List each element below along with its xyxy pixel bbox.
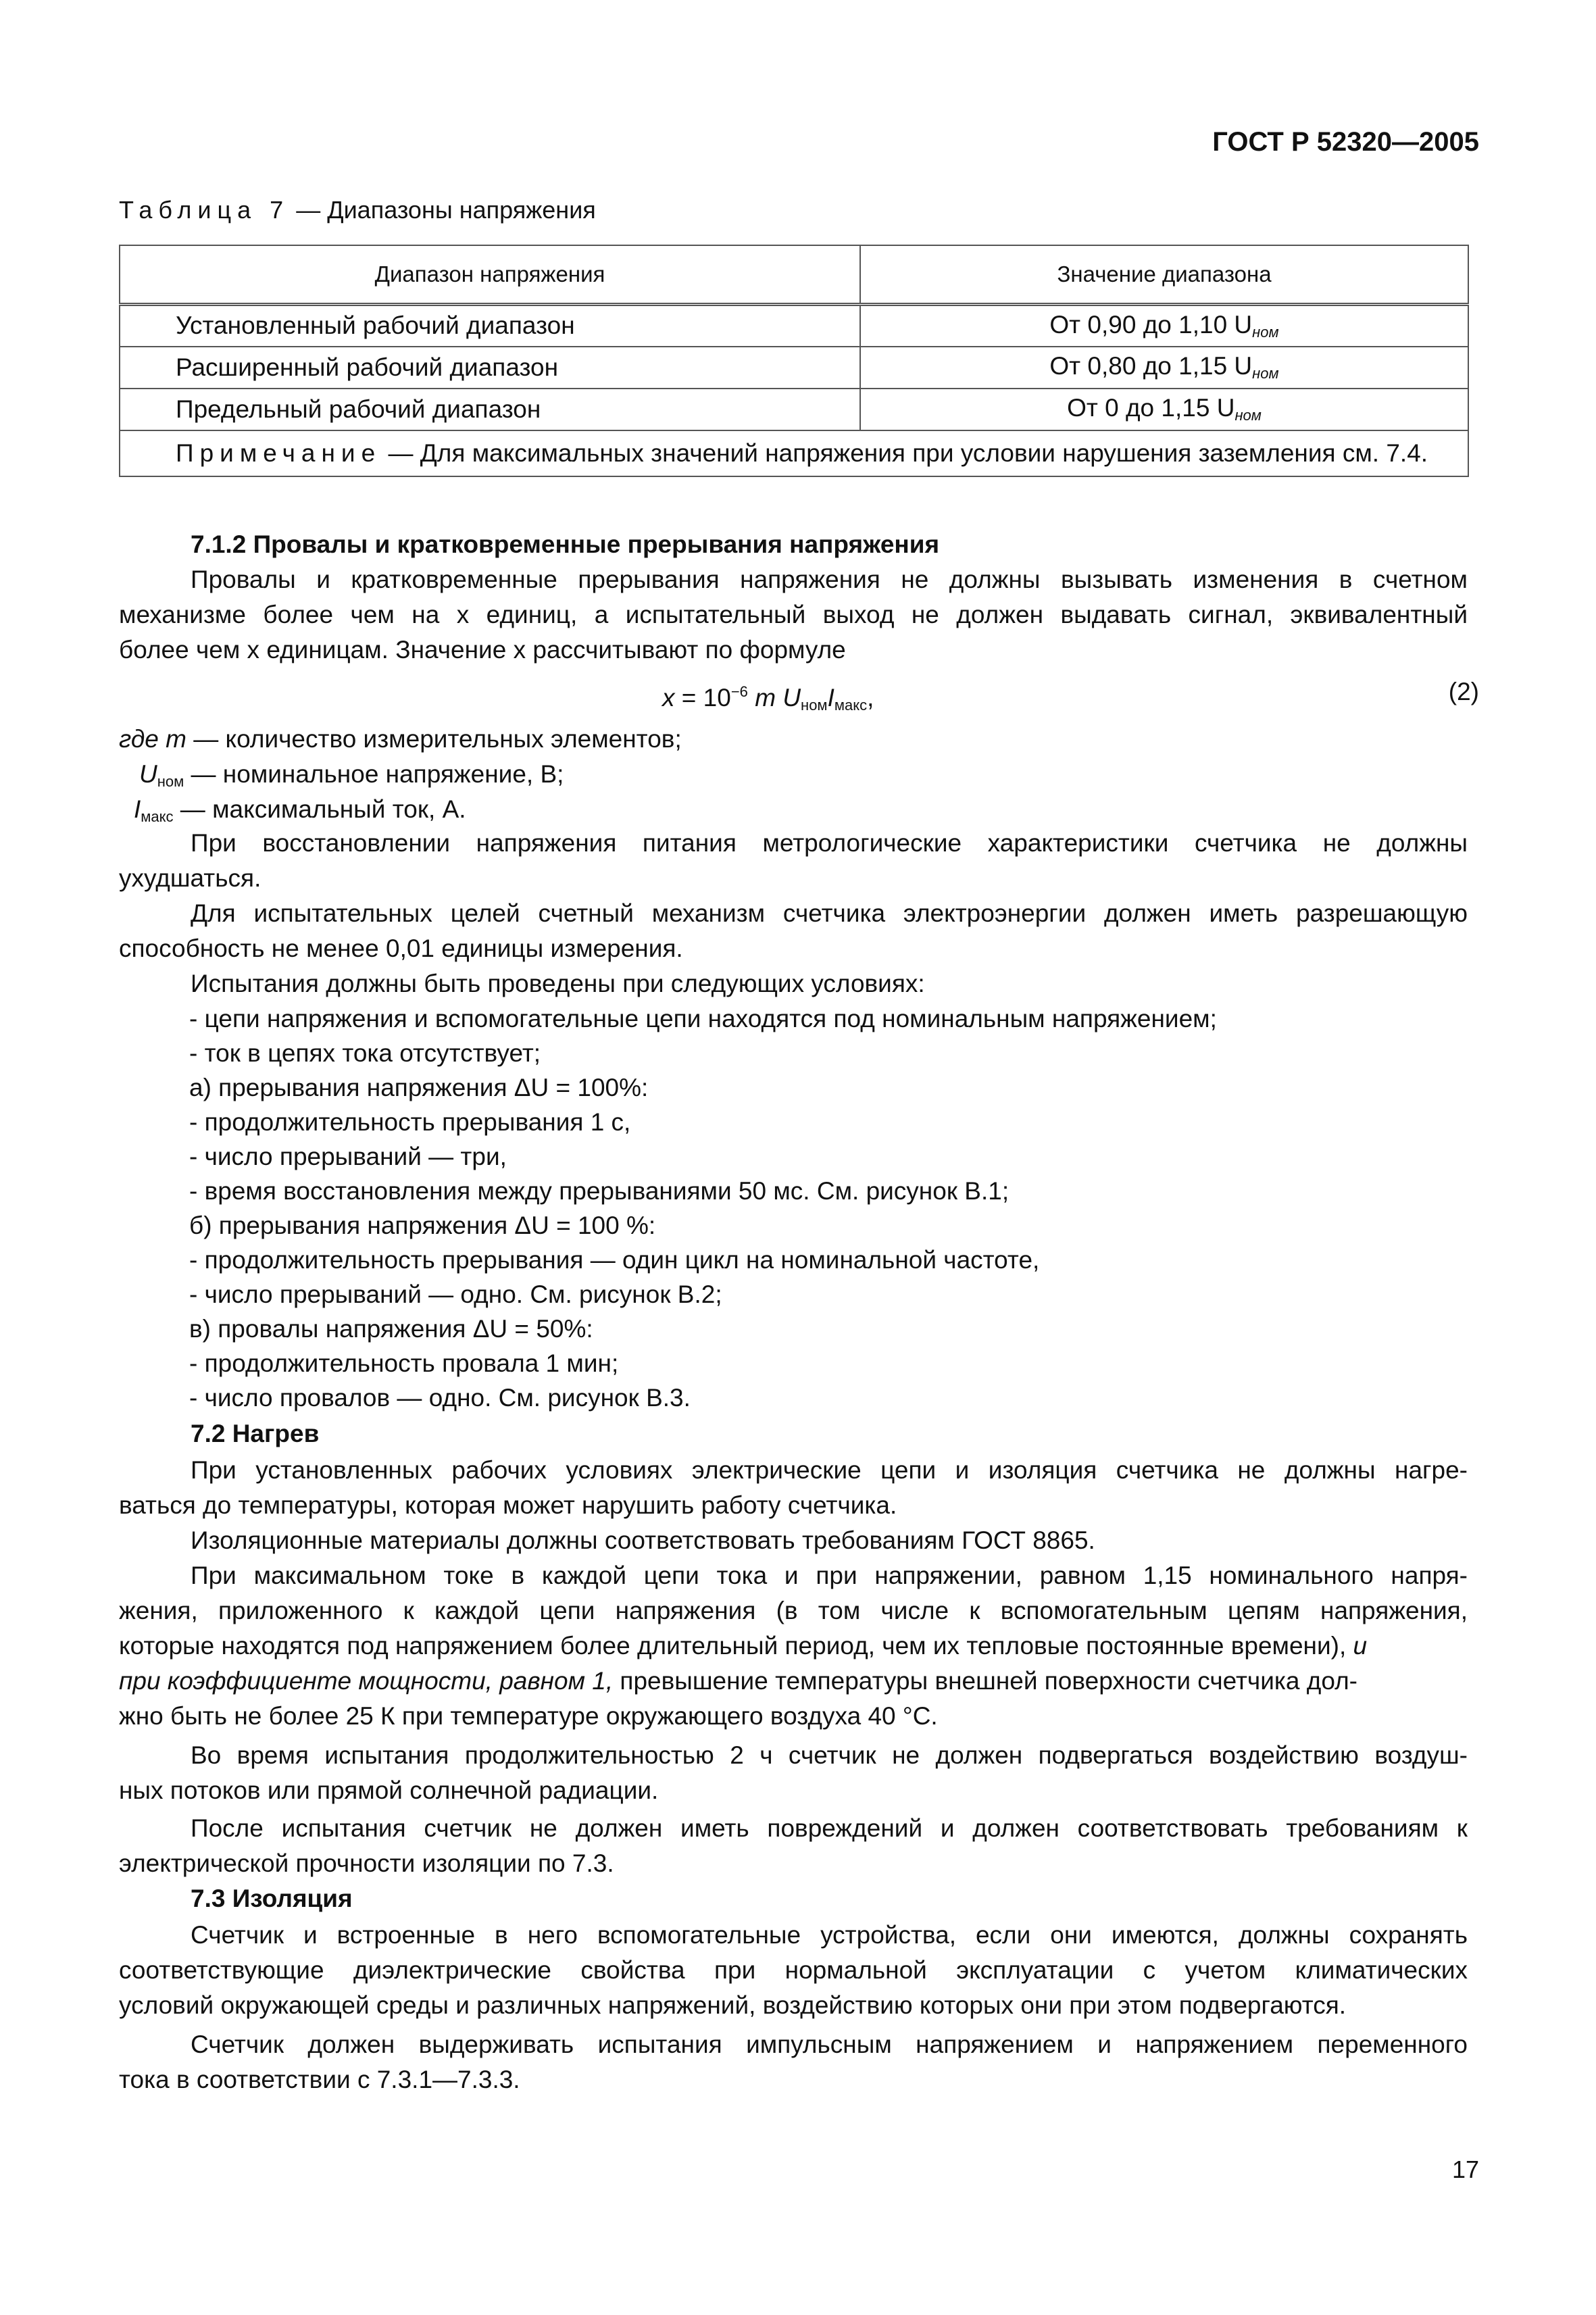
list-item: - продолжительность прерывания 1 с, <box>189 1108 631 1136</box>
table-caption <box>119 196 596 224</box>
table-caption-prefix: Таблица 7 <box>119 196 290 224</box>
range-value: От 0 до 1,15 $U_{ном}$ <box>860 389 1468 430</box>
paragraph-line: ухудшаться. <box>119 864 261 892</box>
paragraph-line: способность не менее 0,01 единицы измерения. <box>119 935 683 962</box>
list-item: - цепи напряжения и вспомогательные цепи находятся под номинальным напряжением; <box>189 1005 1217 1032</box>
section-heading-7-1-2: 7.1.2 Провалы и кратковременные прерывания напряжения <box>191 530 940 558</box>
list-item: - число прерываний — три, <box>189 1143 507 1170</box>
paragraph-line: ваться до температуры, которая может нарушить работу счетчика. <box>119 1491 897 1519</box>
table-note: Примечание — Для максимальных значений напряжения при условии нарушения заземления см. 7.4. <box>120 430 1468 476</box>
paragraph-line: Счетчик должен выдерживать испытания импульсным напряжением и напряжением переменного <box>191 2031 1468 2058</box>
paragraph-line: механизме более чем на x единиц, а испытательный выход не должен выдавать сигнал, эквивалентный <box>119 601 1468 628</box>
list-item: а) прерывания напряжения ΔU = 100%: <box>189 1074 649 1101</box>
paragraph-line: Изоляционные материалы должны соответствовать требованиям ГОСТ 8865. <box>191 1526 1095 1554</box>
paragraph-line: при коэффициенте мощности, равном 1, превышение температуры внешней поверхности счетчика дол- <box>119 1667 1357 1695</box>
range-name: Расширенный рабочий диапазон <box>120 347 860 389</box>
paragraph-line: ных потоков или прямой солнечной радиации. <box>119 1776 659 1804</box>
paragraph-line: Провалы и кратковременные прерывания напряжения не должны вызывать изменения в счетном <box>191 566 1468 593</box>
paragraph-line: жно быть не более 25 К при температуре окружающего воздуха 40 °С. <box>119 1702 938 1730</box>
page-number: 17 <box>1451 2156 1479 2183</box>
column-header-value: Значение диапазона <box>860 245 1468 305</box>
range-name: Предельный рабочий диапазон <box>120 389 860 430</box>
range-name: Установленный рабочий диапазон <box>120 305 860 347</box>
paragraph-line: Счетчик и встроенные в него вспомогательные устройства, если они имеются, должны сохранять <box>191 1921 1468 1949</box>
paragraph-line: При установленных рабочих условиях электрические цепи и изоляция счетчика не должны нагре- <box>191 1456 1468 1484</box>
range-value: От 0,80 до 1,15 $U_{ном}$ <box>860 347 1468 389</box>
paragraph-line: Для испытательных целей счетный механизм счетчика электроэнергии должен иметь разрешающую <box>191 899 1468 927</box>
paragraph-line: тока в соответствии с 7.3.1—7.3.3. <box>119 2066 520 2093</box>
list-item: - ток в цепях тока отсутствует; <box>189 1039 541 1067</box>
formula: $x = 10^{-6}$ m $U_{ном}I_{макс}$, <box>662 683 874 714</box>
paragraph-line: соответствующие диэлектрические свойства при нормальной эксплуатации с учетом климатических <box>119 1956 1468 1984</box>
list-item: - число прерываний — одно. См. рисунок В.2; <box>189 1280 722 1308</box>
voltage-ranges-table <box>119 245 1469 477</box>
paragraph-line: более чем x единицам. Значение x рассчитывают по формуле <box>119 636 846 664</box>
list-item: б) прерывания напряжения ΔU = 100 %: <box>189 1212 656 1239</box>
table-note-row <box>120 430 1468 476</box>
table-caption-text: — Диапазоны напряжения <box>289 196 596 224</box>
paragraph-line: При восстановлении напряжения питания метрологические характеристики счетчика не должны <box>191 829 1468 857</box>
formula-number: (2) <box>1448 678 1479 705</box>
paragraph-line: которые находятся под напряжением более длительный период, чем их тепловые постоянные времени), и <box>119 1632 1368 1660</box>
list-item: - продолжительность прерывания — один цикл на номинальной частоте, <box>189 1246 1040 1274</box>
where-item: где m — количество измерительных элементов; <box>119 725 682 753</box>
paragraph-line: После испытания счетчик не должен иметь повреждений и должен соответствовать требованиям к <box>191 1814 1468 1842</box>
column-header-range: Диапазон напряжения <box>120 245 860 305</box>
where-item: $U_{ном}$ — номинальное напряжение, В; <box>139 760 564 790</box>
list-item: - время восстановления между прерываниями 50 мс. См. рисунок В.1; <box>189 1177 1009 1205</box>
paragraph-line: Испытания должны быть проведены при следующих условиях: <box>191 970 925 997</box>
paragraph-line: электрической прочности изоляции по 7.3. <box>119 1849 614 1877</box>
section-heading-7-3: 7.3 Изоляция <box>191 1885 353 1912</box>
table-header-row <box>120 245 1468 305</box>
paragraph-line: жения, приложенного к каждой цепи напряжения (в том числе к вспомогательным цепям напряжения, <box>119 1597 1468 1624</box>
list-item: в) провалы напряжения ΔU = 50%: <box>189 1315 593 1343</box>
paragraph-line: При максимальном токе в каждой цепи тока и при напряжении, равном 1,15 номинального напря- <box>191 1562 1468 1589</box>
paragraph-line: Во время испытания продолжительностью 2 ч счетчик не должен подвергаться воздействию воздуш- <box>191 1741 1468 1769</box>
paragraph-line: условий окружающей среды и различных напряжений, воздействию которых они при этом подвергаются. <box>119 1991 1347 2019</box>
document-header: ГОСТ Р 52320—2005 <box>1212 127 1479 157</box>
table-row <box>120 347 1468 389</box>
where-item: $I_{макс}$ — максимальный ток, А. <box>134 795 466 825</box>
list-item: - продолжительность провала 1 мин; <box>189 1349 619 1377</box>
list-item: - число провалов — одно. См. рисунок В.3. <box>189 1384 691 1412</box>
section-heading-7-2: 7.2 Нагрев <box>191 1420 320 1447</box>
table-row <box>120 305 1468 347</box>
table-row <box>120 389 1468 430</box>
range-value: От 0,90 до 1,10 $U_{ном}$ <box>860 305 1468 347</box>
